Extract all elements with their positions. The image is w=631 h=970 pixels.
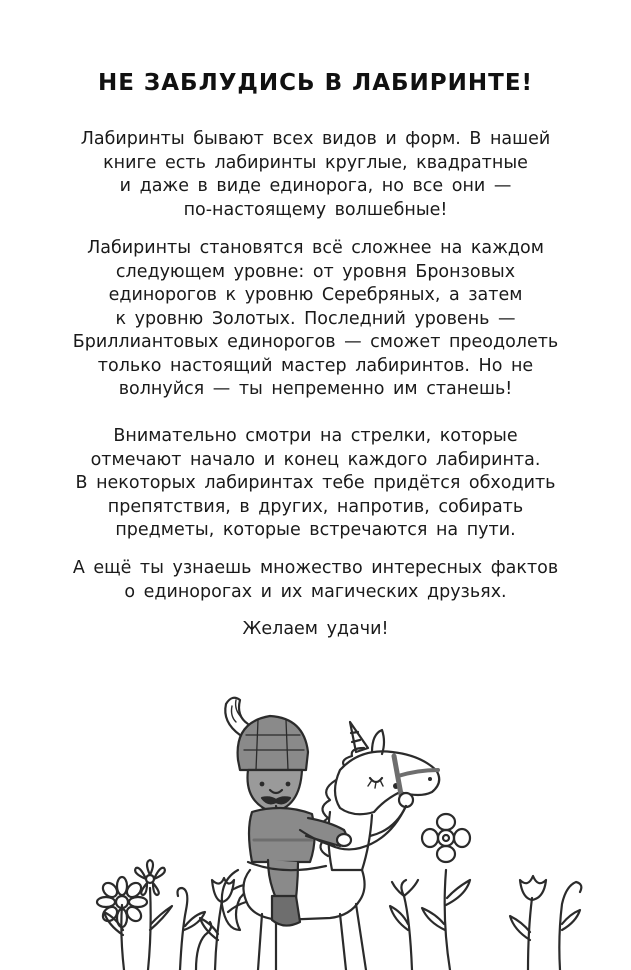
text-line: А ещё ты узнаешь множество интересных фактов <box>72 558 559 578</box>
knight-body <box>249 808 315 862</box>
paragraph-wish <box>60 618 571 642</box>
knight-face <box>248 770 303 812</box>
text-line: предметы, которые встречаются на пути. <box>115 520 516 540</box>
text-line: единорогов к уровню Серебряных, а затем <box>108 285 523 305</box>
text-line: книге есть лабиринты круглые, квадратные <box>103 152 528 173</box>
knight-helmet <box>238 716 308 770</box>
tulip-icon <box>510 876 546 970</box>
paragraph-levels <box>60 237 571 402</box>
text-line: только настоящий мастер лабиринтов. Но не <box>97 355 534 376</box>
unicorn-head <box>335 751 439 814</box>
text-line: Бриллиантовых единорогов — сможет преодолеть <box>72 332 559 352</box>
text-line: следующем уровне: от уровня Бронзовых <box>115 261 516 282</box>
rose-flower-icon <box>422 814 470 970</box>
text-line: отмечают начало и конец каждого лабиринта. <box>90 449 541 470</box>
sprout-icon <box>559 882 581 970</box>
daisy-flower-icon <box>97 877 147 970</box>
knight-unicorn-illustration <box>0 680 631 970</box>
text-line: Лабиринты становятся всё сложнее на каждом <box>87 238 544 258</box>
paragraph-facts <box>60 557 571 604</box>
page-title: НЕ ЗАБЛУДИСЬ В ЛАБИРИНТЕ! <box>97 70 534 96</box>
knight-hand <box>337 834 351 846</box>
text-line: волнуйся — ты непременно им станешь! <box>118 379 513 399</box>
knight-boot <box>272 896 300 926</box>
sprout-icon <box>390 880 418 970</box>
text-line: препятствия, в других, напротив, собирать <box>107 496 524 517</box>
text-line: Желаем удачи! <box>242 619 389 639</box>
text-line: и даже в виде единорога, но все они — <box>119 176 512 196</box>
text-line: к уровню Золотых. Последний уровень — <box>115 308 516 329</box>
text-line: о единорогах и их магических друзьях. <box>124 581 507 602</box>
paragraph-intro <box>60 128 571 222</box>
text-line: по-настоящему волшебные! <box>183 199 448 220</box>
text-line: Лабиринты бывают всех видов и форм. В нашей <box>80 129 551 149</box>
paragraph-arrows <box>60 425 571 543</box>
text-line: Внимательно смотри на стрелки, которые <box>113 426 518 446</box>
unicorn-body <box>243 870 364 920</box>
text-line: В некоторых лабиринтах тебе придётся обходить <box>75 473 556 493</box>
